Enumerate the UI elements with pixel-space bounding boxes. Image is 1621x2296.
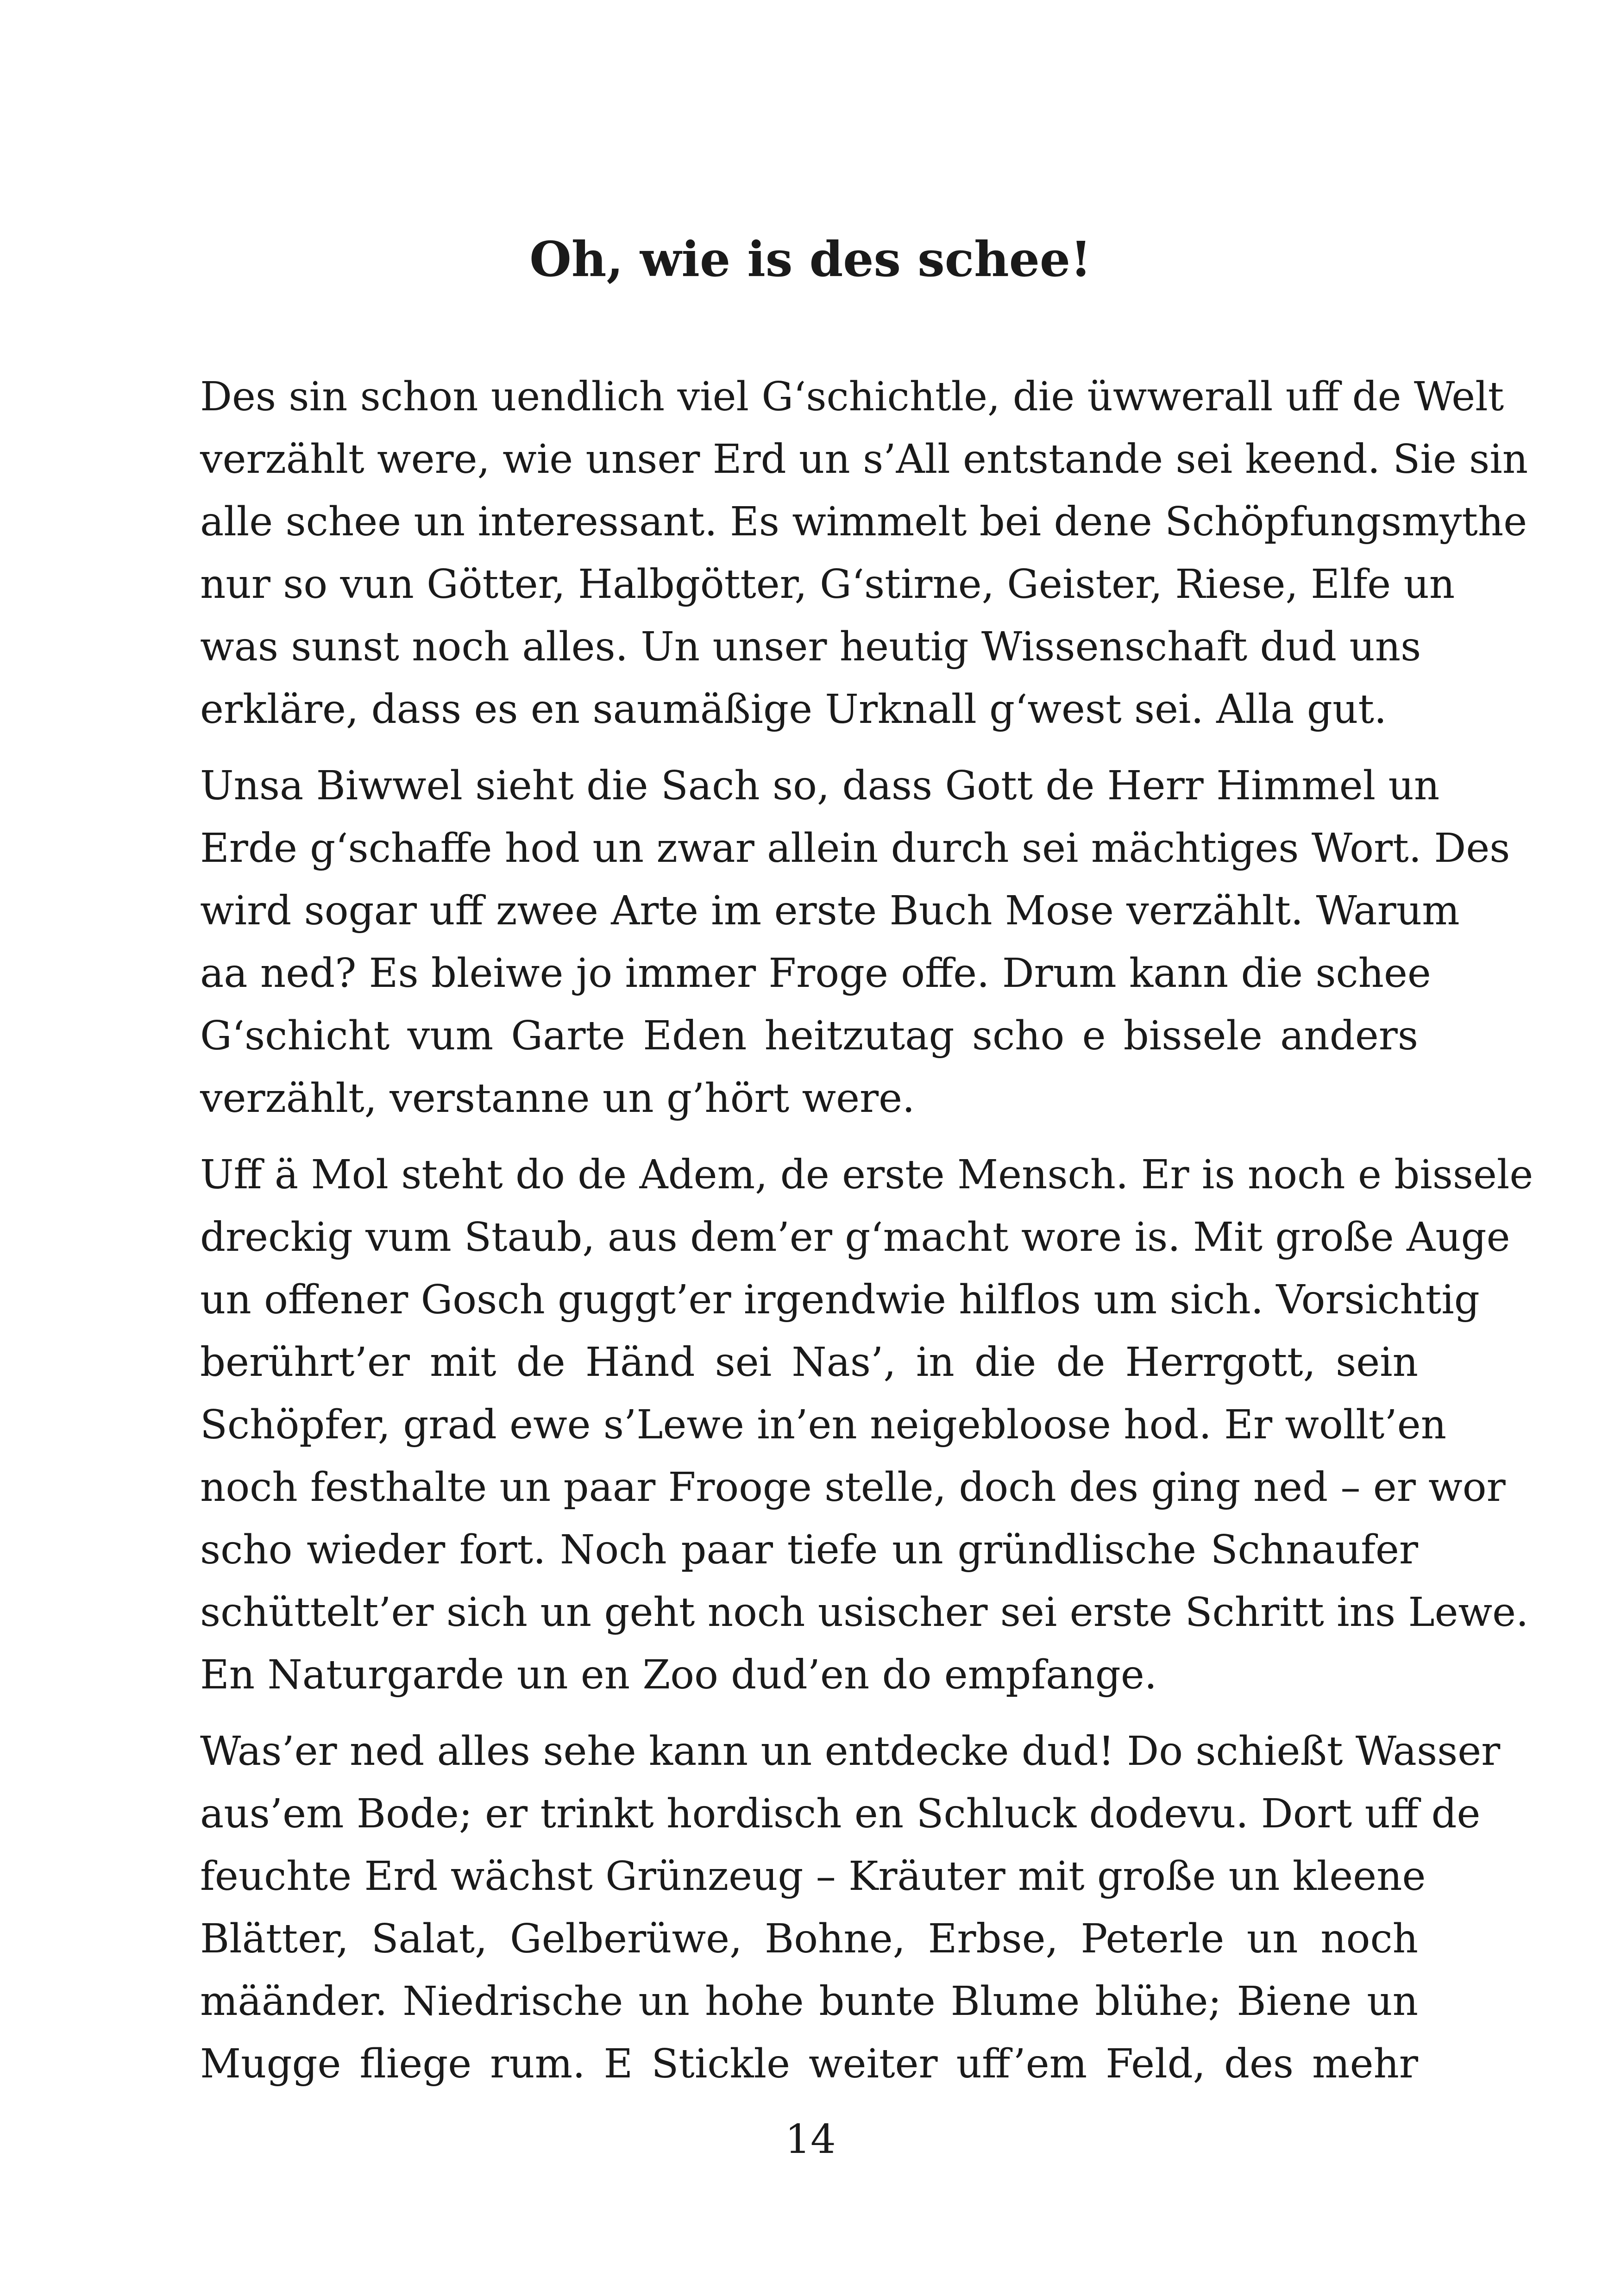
text-line: Blätter, Salat, Gelberüwe, Bohne, Erbse, Peterle un noch — [200, 1916, 1418, 1962]
text-line: scho wieder fort. Noch paar tiefe un gründlische Schnaufer — [200, 1527, 1418, 1573]
text-line: verzählt, verstanne un g’hört were. — [200, 1075, 915, 1122]
text-line: berührt’er mit de Händ sei Nas’, in die de Herrgott, sein — [200, 1339, 1418, 1386]
text-line: was sunst noch alles. Un unser heutig Wissenschaft dud uns — [200, 624, 1421, 670]
text-line: dreckig vum Staub, aus dem’er g‘macht wore is. Mit große Auge — [200, 1214, 1510, 1261]
text-line: Mugge fliege rum. E Stickle weiter uff’em Feld, des mehr — [200, 2041, 1418, 2087]
text-line: Was’er ned alles sehe kann un entdecke dud! Do schießt Wasser — [200, 1728, 1501, 1775]
paragraph-3 — [200, 1144, 1533, 1706]
paragraph-2 — [200, 755, 1510, 1130]
text-line: Uff ä Mol steht do de Adem, de erste Mensch. Er is noch e bissele — [200, 1152, 1533, 1198]
text-line: aa ned? Es bleiwe jo immer Froge offe. Drum kann die schee — [200, 950, 1431, 997]
text-line: schüttelt’er sich un geht noch usischer sei erste Schritt ins Lewe. — [200, 1589, 1529, 1636]
text-line: verzählt were, wie unser Erd un s’All entstande sei keend. Sie sin — [200, 436, 1528, 483]
text-line: wird sogar uff zwee Arte im erste Buch Mose verzählt. Warum — [200, 888, 1460, 934]
body-text — [200, 366, 1533, 2109]
text-line: aus’em Bode; er trinkt hordisch en Schluck dodevu. Dort uff de — [200, 1791, 1481, 1837]
chapter-title: Oh, wie is des schee! — [529, 231, 1092, 288]
text-line: määnder. Niedrische un hohe bunte Blume blühe; Biene un — [200, 1978, 1418, 2025]
text-line: un offener Gosch guggt’er irgendwie hilflos um sich. Vorsichtig — [200, 1277, 1480, 1323]
text-line: En Naturgarde un en Zoo dud’en do empfange. — [200, 1652, 1157, 1698]
text-line: Des sin schon uendlich viel G‘schichtle, die üwwerall uff de Welt — [200, 374, 1504, 420]
text-line: Schöpfer, grad ewe s’Lewe in’en neigebloose hod. Er wollt’en — [200, 1402, 1446, 1448]
text-line: nur so vun Götter, Halbgötter, G‘stirne, Geister, Riese, Elfe un — [200, 561, 1455, 608]
text-line: alle schee un interessant. Es wimmelt bei dene Schöpfungsmythe — [200, 499, 1527, 545]
paragraph-4 — [200, 1720, 1501, 2095]
text-line: feuchte Erd wächst Grünzeug – Kräuter mit große un kleene — [200, 1853, 1426, 1900]
page-number: 14 — [785, 2116, 836, 2163]
text-line: erkläre, dass es en saumäßige Urknall g‘west sei. Alla gut. — [200, 686, 1387, 733]
paragraph-1 — [200, 366, 1528, 741]
text-line: Erde g‘schaffe hod un zwar allein durch sei mächtiges Wort. Des — [200, 825, 1510, 872]
text-line: Unsa Biwwel sieht die Sach so, dass Gott de Herr Himmel un — [200, 763, 1440, 809]
text-line: G‘schicht vum Garte Eden heitzutag scho e bissele anders — [200, 1013, 1418, 1059]
text-line: noch festhalte un paar Frooge stelle, doch des ging ned – er wor — [200, 1464, 1506, 1511]
